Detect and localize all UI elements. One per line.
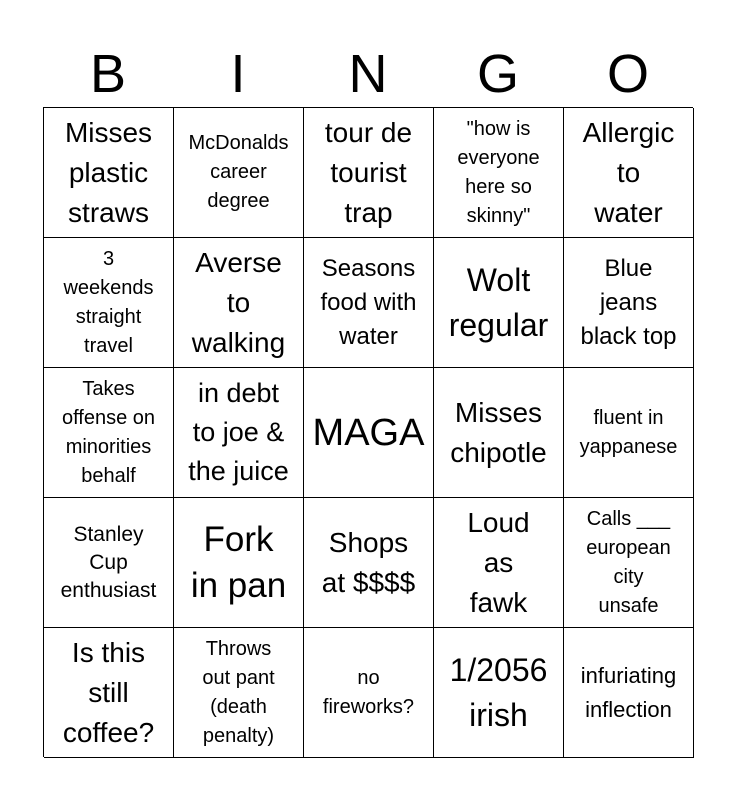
cell-text: Misses plastic straws: [64, 116, 153, 228]
bingo-cell[interactable]: [174, 368, 304, 498]
bingo-cell[interactable]: [304, 628, 434, 758]
bingo-cell[interactable]: [564, 628, 694, 758]
bingo-cell[interactable]: [434, 628, 564, 758]
cell-text: Loud as fawk: [467, 506, 530, 618]
bingo-cell[interactable]: [44, 108, 174, 238]
bingo-cell[interactable]: [304, 498, 434, 628]
bingo-header: [43, 40, 693, 108]
bingo-cell[interactable]: [174, 628, 304, 758]
cell-text: fluent in yappanese: [579, 406, 678, 458]
header-letter-i: I: [230, 44, 246, 104]
cell-text: Allergic to water: [582, 116, 675, 228]
bingo-cell[interactable]: [434, 368, 564, 498]
cell-text: Calls ___ european city unsafe: [586, 507, 671, 617]
cell-text: 3 weekends straight travel: [63, 247, 154, 357]
cell-text: "how is everyone here so skinny": [457, 117, 540, 227]
bingo-cell[interactable]: [44, 628, 174, 758]
bingo-cell[interactable]: [434, 108, 564, 238]
bingo-cell[interactable]: [174, 498, 304, 628]
bingo-grid: [43, 107, 693, 757]
bingo-cell[interactable]: [44, 498, 174, 628]
cell-text: Seasons food with water: [320, 254, 417, 350]
cell-text: McDonalds career degree: [188, 132, 289, 212]
header-letter-n: N: [348, 44, 388, 104]
cell-text: Averse to walking: [191, 246, 286, 358]
bingo-cell[interactable]: [304, 238, 434, 368]
cell-text: infuriating inflection: [580, 662, 677, 722]
cell-text: MAGA: [312, 411, 425, 454]
header-letter-g: G: [476, 44, 519, 104]
bingo-cell[interactable]: [44, 238, 174, 368]
bingo-cell[interactable]: [434, 498, 564, 628]
cell-text: no fireworks?: [322, 666, 415, 718]
cell-text: in debt to joe & the juice: [188, 378, 289, 486]
bingo-cell[interactable]: [434, 238, 564, 368]
bingo-cell[interactable]: [564, 368, 694, 498]
bingo-cell[interactable]: [174, 238, 304, 368]
cell-text: 1/2056 irish: [449, 651, 548, 733]
bingo-cell[interactable]: [304, 108, 434, 238]
header-letter-b: B: [89, 44, 127, 104]
bingo-cell[interactable]: [564, 108, 694, 238]
cell-text: Misses chipotle: [450, 396, 547, 468]
cell-text: tour de tourist trap: [324, 116, 413, 228]
cell-text: Shops at $$$$: [321, 526, 416, 598]
cell-text: Takes offense on minorities behalf: [61, 377, 156, 487]
cell-text: Throws out pant (death penalty): [202, 637, 275, 747]
bingo-cell[interactable]: [564, 498, 694, 628]
cell-text: Blue jeans black top: [580, 254, 677, 350]
bingo-cell[interactable]: [174, 108, 304, 238]
header-letter-o: O: [606, 44, 649, 104]
cell-text: Fork in pan: [190, 519, 287, 605]
bingo-cell[interactable]: [304, 368, 434, 498]
bingo-cell[interactable]: [564, 238, 694, 368]
bingo-cell[interactable]: [44, 368, 174, 498]
cell-text: Wolt regular: [448, 261, 549, 343]
cell-text: Is this still coffee?: [62, 636, 155, 748]
cell-text: Stanley Cup enthusiast: [60, 522, 157, 602]
